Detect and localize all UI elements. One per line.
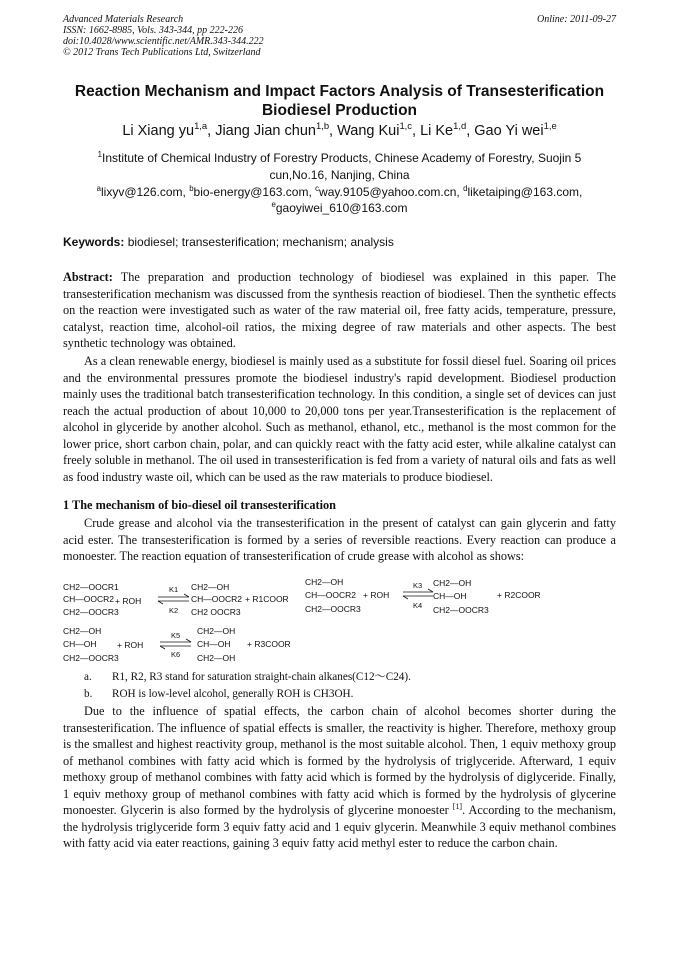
email-list: $^a$lixyv@126.com, $^b$bio-energy@163.com, $^c$way.9105@yahoo.com.cn, $^d$liketaiping@163.com, $^e$gaoyiwei_610@163.com: [96, 184, 583, 215]
online-date: Online: 2011-09-27: [537, 14, 616, 25]
affiliation: $^1$Institute of Chemical Industry of Forestry Products, Chinese Academy of Forestry, Suojin 5 cun,No.16, Nanjing, China: [97, 150, 582, 182]
journal-issn: ISSN: 1662-8985, Vols. 343-344, pp 222-226: [63, 25, 243, 36]
r1-equilibrium-arrow: [158, 585, 189, 615]
r3-reactant-line: CH—OH: [63, 639, 97, 649]
author: Li Ke$^{1,d}$: [420, 120, 467, 139]
r1-reagent: + ROH: [115, 596, 142, 606]
r2-product: [433, 578, 489, 615]
keywords: Keywords: biodiesel; transesterification; mechanism; analysis: [63, 235, 394, 249]
email: $^d$liketaiping@163.com: [463, 184, 580, 199]
r2-k-reverse: K4: [413, 601, 423, 610]
r3-k-reverse: K6: [171, 650, 181, 659]
r1-k-forward: K1: [169, 585, 179, 594]
note-b: b. ROH is low-level alcohol, generally ROH is CH3OH.: [84, 688, 354, 700]
author: Li Xiang yu$^{1,a}$: [122, 120, 208, 139]
r3-product-line: CH—OH: [197, 639, 231, 649]
reaction-equations: [63, 575, 583, 667]
author: Jiang Jian chun$^{1,b}$: [215, 120, 330, 139]
r3-byproduct: + R3COOR: [247, 639, 291, 649]
journal-copyright: © 2012 Trans Tech Publications Ltd, Switzerland: [63, 47, 261, 58]
email: $^e$gaoyiwei_610@163.com: [271, 200, 408, 215]
r3-k-forward: K5: [171, 631, 181, 640]
section-heading: 1 The mechanism of bio-diesel oil transesterification: [63, 498, 337, 512]
r2-k-forward: K3: [413, 581, 423, 590]
r1-product: [191, 582, 242, 617]
r1-product-line: CH2—OH: [191, 582, 230, 592]
author: Gao Yi wei$^{1,e}$: [474, 120, 557, 139]
note-a: a. R1, R2, R3 stand for saturation straight-chain alkanes(C12～C24).: [84, 671, 411, 683]
author-list: Li Xiang yu$^{1,a}$, Jiang Jian chun$^{1,b}$, Wang Kui$^{1,c}$, Li Ke$^{1,d}$, Gao Yi wei$^{1,e}$: [122, 120, 557, 139]
r2-product-line: CH2—OH: [433, 578, 472, 588]
r1-product-line: CH2 OOCR3: [191, 607, 241, 617]
r3-product: [197, 626, 235, 663]
r1-reactant-line: CH2—OOCR1: [63, 582, 119, 592]
r1-k-reverse: K2: [169, 606, 179, 615]
r1-reactant: [63, 582, 119, 617]
r1-reactant-line: CH—OOCR2: [63, 594, 115, 604]
r3-reactant-line: CH2—OH: [63, 626, 102, 636]
r2-reactant-line: CH2—OH: [305, 577, 344, 587]
journal-header: [63, 14, 616, 58]
r3-reagent: + ROH: [117, 640, 144, 650]
r1-reactant-line: CH2—OOCR3: [63, 607, 119, 617]
author: Wang Kui$^{1,c}$: [337, 120, 412, 139]
r2-reagent: + ROH: [363, 590, 390, 600]
section-paragraph: Crude grease and alcohol via the transesterification in the present of catalyst can gain glycerin and fatty acid ester. The transesterification is formed by a series of reversible reactions. Every reaction can produce a monoester. The reaction equation of transesterification of crude grease with alcohol as shows:: [63, 516, 616, 563]
r3-product-line: CH2—OH: [197, 653, 236, 663]
email: $^a$lixyv@126.com: [96, 184, 183, 199]
r3-equilibrium-arrow: [160, 631, 191, 659]
r3-reactant: [63, 626, 119, 663]
r3-reactant-line: CH2—OOCR3: [63, 653, 119, 663]
journal-name: Advanced Materials Research: [63, 14, 184, 25]
r1-product-line: CH—OOCR2: [191, 594, 243, 604]
r2-equilibrium-arrow: [403, 581, 433, 610]
email: $^c$way.9105@yahoo.com.cn: [315, 184, 457, 199]
paper-title: Reaction Mechanism and Impact Factors Analysis of Transesterification Biodiesel Production: [74, 83, 605, 119]
r2-product-line: CH—OH: [433, 591, 467, 601]
r2-reactant: [305, 577, 361, 614]
intro-paragraph: As a clean renewable energy, biodiesel is mainly used as a substitute for fossil diesel fuel. Soaring oil prices and the environmental pressures promote the biodiesel industry's rapid development. Biodiesel production mainly uses the traditional batch transesterification technology. In this condition, a single set of devices can just reach the actual production of about 10,000 to 20,000 tons per year.Transesterification is the replacement of alcohol in glyceride by another alcohol. Such as methanol, ethanol, etc., methanol is the most common for the lower price, short carbon chain, polar, and can quickly react with the fatty acid ester, while alkaline catalyst can freely soluble in methanol. The oil used in transesterification is fed from a variety of natural oils and fats as well as food industry waste oil, which can be used as the raw materials to produce biodiesel.: [63, 354, 616, 484]
citation[interactable]: [1]: [452, 801, 463, 811]
abstract: Abstract: The preparation and production technology of biodiesel was explained in this paper. The transesterification mechanism was discussed from the synthesis reaction of biodiesel. Then the synthetic effects on the reaction were investigated such as water of the raw material oil, free fatty acids, temperature, pressure, catalyst, reaction time, alcohol-oil ratios, the mixing degree of raw materials and other aspects. The best synthetic technology was obtained.: [63, 270, 616, 350]
r2-reactant-line: CH2—OOCR3: [305, 604, 361, 614]
mechanism-paragraph: Due to the influence of spatial effects, the carbon chain of alcohol becomes shorter during the transesterification. The influence of spatial effects is smaller, the reactivity is higher. Therefore, methoxy group is the smallest and highest reactivity group, methanol is the most suitable alcohol. Then, 1 equiv methoxy group of methanol combines with fatty acid which is formed by the hydrolysis of triglyceride. Afterward, 1 equiv methoxy group of methanol combines with fatty acid which is formed by the hydrolysis of diglyceride. Finally, 1 equiv methoxy group of methanol combines with fatty acid which is formed by the hydrolysis of glycerine monoester. Glycerin is also formed by the hydrolysis of glycerine monoester [1]. According to the mechanism, the hydrolysis triglyceride form 3 equiv fatty acid and 1 equiv glycerin. Meanwhile 3 equiv methanol combines with fatty acid via eater reactions, gaining 3 equiv fatty acid methyl ester to reduce the carbon chain.: [63, 704, 616, 850]
email: $^b$bio-energy@163.com: [189, 184, 309, 199]
r2-reactant-line: CH—OOCR2: [305, 590, 357, 600]
r1-byproduct: + R1COOR: [245, 594, 289, 604]
journal-doi: doi:10.4028/www.scientific.net/AMR.343-344.222: [63, 36, 264, 47]
r2-byproduct: + R2COOR: [497, 590, 541, 600]
r2-product-line: CH2—OOCR3: [433, 605, 489, 615]
r3-product-line: CH2—OH: [197, 626, 236, 636]
